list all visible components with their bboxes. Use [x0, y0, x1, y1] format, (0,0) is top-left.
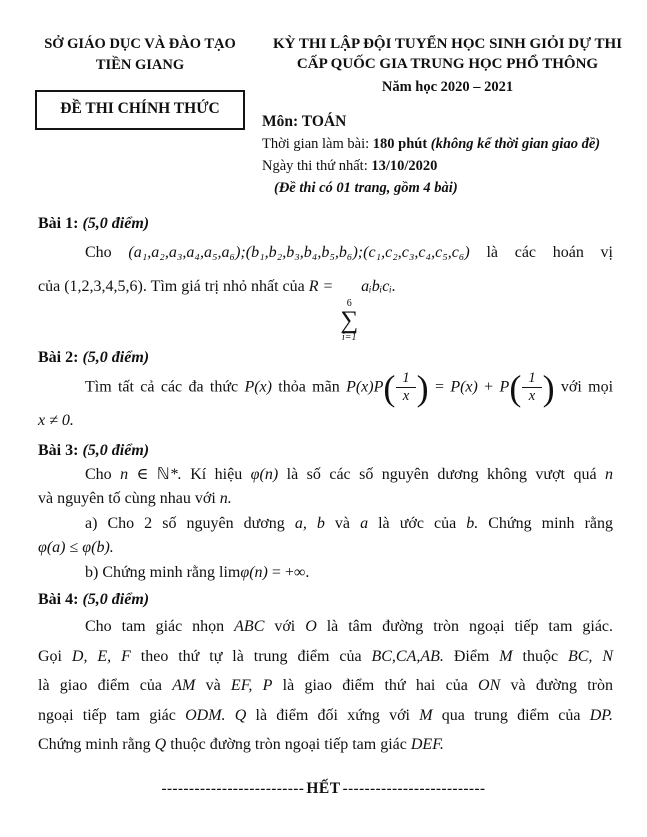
subject-line: Môn: TOÁN	[262, 112, 347, 130]
problem-4	[38, 585, 613, 760]
dashes-left: --------------------------	[161, 780, 305, 797]
text-line	[38, 730, 613, 760]
text-segment: (1,2,3,4,5,6).	[64, 278, 147, 296]
text-segment: P	[262, 677, 273, 695]
problem-3	[38, 436, 613, 586]
text-line	[38, 236, 613, 270]
fraction-denominator: x	[528, 388, 536, 405]
problem-3-text	[38, 463, 613, 586]
text-segment: n.	[219, 490, 232, 508]
text-segment: thuộc	[512, 647, 568, 665]
duration-note: (không kể thời gian giao đề)	[430, 136, 601, 153]
text-line	[38, 536, 613, 561]
text-segment: n	[605, 465, 614, 483]
text-segment: ABC	[234, 618, 265, 636]
problem-2-heading	[38, 343, 613, 370]
text-segment: O	[305, 618, 317, 636]
text-segment: b.	[466, 514, 479, 532]
text-segment	[252, 677, 262, 694]
text-segment: EF,	[230, 677, 253, 695]
text-segment: BC,CA,AB.	[371, 647, 444, 665]
problem-4-text	[38, 612, 613, 760]
text-segment: và nguyên tố cùng nhau với	[38, 490, 220, 508]
text-segment: là điểm đối xứng với	[246, 706, 420, 724]
open-paren: (	[383, 367, 396, 408]
problem-2-number: Bài 2:	[38, 348, 79, 366]
text-segment: là các hoán vị	[469, 244, 613, 262]
duration-prefix: Thời gian làm bài:	[262, 136, 373, 153]
text-line	[38, 367, 614, 408]
text-segment: Tìm tất cả các đa thức	[85, 378, 245, 396]
text-segment: Cho	[85, 465, 121, 483]
text-line	[38, 270, 613, 343]
close-paren: )	[416, 367, 429, 408]
fraction	[509, 367, 555, 408]
problem-1-heading	[38, 209, 613, 236]
text-segment: Cho	[85, 244, 129, 262]
header	[0, 0, 647, 199]
close-paren: )	[542, 367, 555, 408]
end-of-exam-marker	[0, 780, 647, 798]
text-segment: của	[38, 278, 65, 296]
text-segment: Q	[234, 706, 247, 724]
text-segment: Chứng minh rằng	[478, 514, 614, 532]
problem-4-number: Bài 4:	[38, 591, 79, 609]
text-segment: thỏa mãn	[271, 378, 347, 396]
text-line	[38, 406, 613, 436]
text-segment: =	[428, 378, 451, 396]
problem-3-heading	[38, 436, 613, 463]
text-segment: P(x)P	[346, 378, 384, 396]
text-line	[38, 642, 613, 672]
exam-title-line1: KỲ THI LẬP ĐỘI TUYỂN HỌC SINH GIỎI DỰ THI	[272, 36, 623, 52]
dashes-right: --------------------------	[342, 780, 486, 797]
text-segment: D, E, F	[71, 647, 131, 665]
text-segment: M	[419, 706, 433, 724]
fraction-numerator: 1	[522, 370, 541, 388]
problem-3-points: (5,0 điểm)	[78, 441, 150, 459]
sum-lower-limit: i=1	[341, 331, 357, 343]
problem-1-number: Bài 1:	[38, 215, 79, 233]
problem-2	[38, 343, 613, 436]
exam-body	[0, 199, 647, 760]
text-segment: M	[499, 647, 513, 665]
text-segment: Kí hiệu	[181, 465, 251, 483]
text-segment: là ước của	[368, 514, 467, 532]
text-segment	[592, 648, 602, 665]
school-year: Năm học 2020 – 2021	[381, 78, 514, 95]
text-segment: Tìm giá trị nhỏ nhất của	[146, 278, 309, 296]
page-count-note: (Đề thi có 01 trang, gồm 4 bài)	[274, 180, 458, 197]
text-segment	[226, 707, 235, 724]
duration-value: 180 phút	[372, 136, 431, 153]
text-line	[38, 671, 613, 701]
issuing-authority-block	[24, 34, 256, 130]
text-segment: P(x)	[450, 378, 478, 396]
text-segment: aᵢbᵢcᵢ.	[361, 278, 396, 296]
problem-4-points: (5,0 điểm)	[78, 591, 150, 609]
fraction-numerator: 1	[396, 370, 415, 388]
text-segment: với mọi	[554, 378, 614, 396]
exam-date-line	[262, 155, 633, 177]
exam-info-block	[262, 110, 633, 200]
date-value: 13/10/2020	[371, 158, 438, 175]
date-prefix: Ngày thi thứ nhất:	[262, 158, 372, 175]
sum-upper-limit: 6	[346, 298, 352, 310]
text-segment: theo thứ tự là trung điểm của	[130, 647, 372, 665]
province-name: TIỀN GIANG	[95, 57, 185, 74]
text-segment: n ∈ ℕ*.	[120, 465, 182, 483]
text-segment: a	[360, 514, 369, 532]
text-line	[38, 463, 613, 488]
duration-line	[262, 133, 633, 155]
fraction-stack	[522, 370, 541, 406]
text-segment: với	[264, 618, 306, 636]
text-segment: +	[477, 378, 500, 396]
text-segment: là giao điểm thứ hai của	[272, 677, 479, 695]
text-segment: ngoại tiếp tam giác	[38, 706, 186, 724]
fraction-denominator: x	[402, 388, 410, 405]
text-line	[38, 701, 613, 731]
text-segment: Gọi	[38, 647, 72, 665]
text-segment: lim	[219, 563, 241, 581]
text-segment: Chứng minh rằng	[38, 736, 155, 754]
text-segment: là số các số nguyên dương không vượt quá	[278, 465, 606, 483]
text-segment: a, b	[294, 514, 325, 532]
problem-1-points: (5,0 điểm)	[78, 215, 150, 233]
problem-4-heading	[38, 585, 613, 612]
text-segment: φ(n)	[250, 465, 279, 483]
problem-1-text	[38, 236, 613, 343]
text-segment: và	[324, 514, 361, 532]
text-segment: là giao điểm của	[38, 677, 173, 695]
text-segment: N	[602, 647, 614, 665]
fraction-stack	[396, 370, 415, 406]
text-segment: (a₁,a₂,a₃,a₄,a₅,a₆);(b₁,b₂,b₃,b₄,b₅,b₆);(c₁,c₂,c₃,c₄,c₅,c₆)	[128, 244, 470, 262]
exam-title-block	[256, 34, 633, 199]
summation-symbol	[340, 299, 358, 343]
text-segment: Q	[154, 736, 167, 754]
fraction	[383, 367, 429, 408]
sigma-glyph: ∑	[340, 307, 359, 335]
text-segment: P(x)	[244, 378, 272, 396]
text-segment: DEF.	[410, 736, 444, 754]
problem-1	[38, 209, 613, 343]
text-segment: và	[195, 677, 231, 695]
text-segment: là tâm đường tròn ngoại tiếp tam giác.	[316, 618, 614, 636]
text-line	[38, 487, 613, 512]
text-segment: φ(a) ≤ φ(b).	[38, 539, 114, 557]
text-segment: BC,	[567, 647, 593, 665]
official-exam-stamp: ĐỀ THI CHÍNH THỨC	[35, 90, 245, 130]
text-segment: Điểm	[443, 647, 500, 665]
text-segment: a) Cho 2 số nguyên dương	[85, 514, 295, 532]
text-segment: và đường tròn	[500, 677, 613, 695]
problem-2-points: (5,0 điểm)	[78, 348, 150, 366]
text-segment: P	[499, 378, 510, 396]
problem-3-number: Bài 3:	[38, 441, 79, 459]
text-segment: R =	[308, 278, 338, 296]
problem-2-text	[38, 367, 614, 436]
text-segment: thuộc đường tròn ngoại tiếp tam giác	[166, 736, 411, 754]
exam-title-line2: CẤP QUỐC GIA TRUNG HỌC PHỔ THÔNG	[296, 56, 599, 73]
text-segment: AM	[172, 677, 196, 695]
text-segment: φ(n)	[240, 563, 268, 581]
text-line	[38, 561, 613, 586]
text-segment: x ≠ 0.	[38, 411, 74, 429]
text-line	[38, 512, 613, 537]
text-segment: ODM.	[185, 706, 226, 724]
open-paren: (	[509, 367, 522, 408]
text-segment: = +∞.	[267, 563, 310, 581]
text-segment: DP.	[589, 706, 614, 724]
department-name: SỞ GIÁO DỤC VÀ ĐÀO TẠO	[44, 36, 236, 52]
text-segment: qua trung điểm của	[432, 706, 590, 724]
het-label: HẾT	[306, 779, 341, 797]
text-segment: Cho tam giác nhọn	[85, 618, 235, 636]
text-line	[38, 612, 613, 642]
text-segment: ON	[478, 677, 501, 695]
text-segment: b) Chứng minh rằng	[85, 563, 219, 581]
